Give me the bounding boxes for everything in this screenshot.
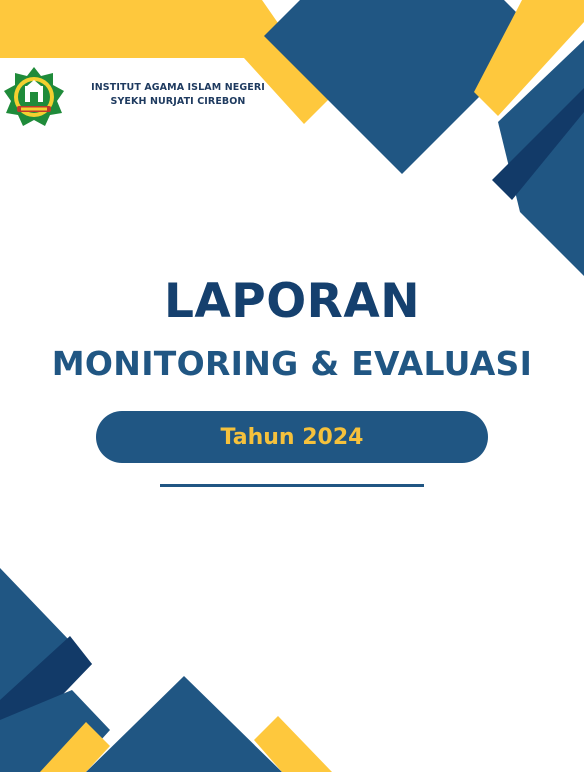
year-badge: [96, 411, 488, 463]
report-title: LAPORAN: [163, 274, 421, 329]
report-subtitle: MONITORING & EVALUASI: [51, 344, 533, 383]
institution-name-line1: INSTITUT AGAMA ISLAM NEGERI: [91, 82, 265, 93]
bottom-center-triangle: [86, 676, 282, 772]
year-label: Tahun 2024: [220, 424, 364, 450]
iain-cirebon-emblem-icon: [3, 66, 65, 128]
title-divider: [160, 484, 424, 487]
institution-name: [78, 81, 278, 108]
institution-name-line2: SYEKH NURJATI CIREBON: [110, 95, 246, 107]
